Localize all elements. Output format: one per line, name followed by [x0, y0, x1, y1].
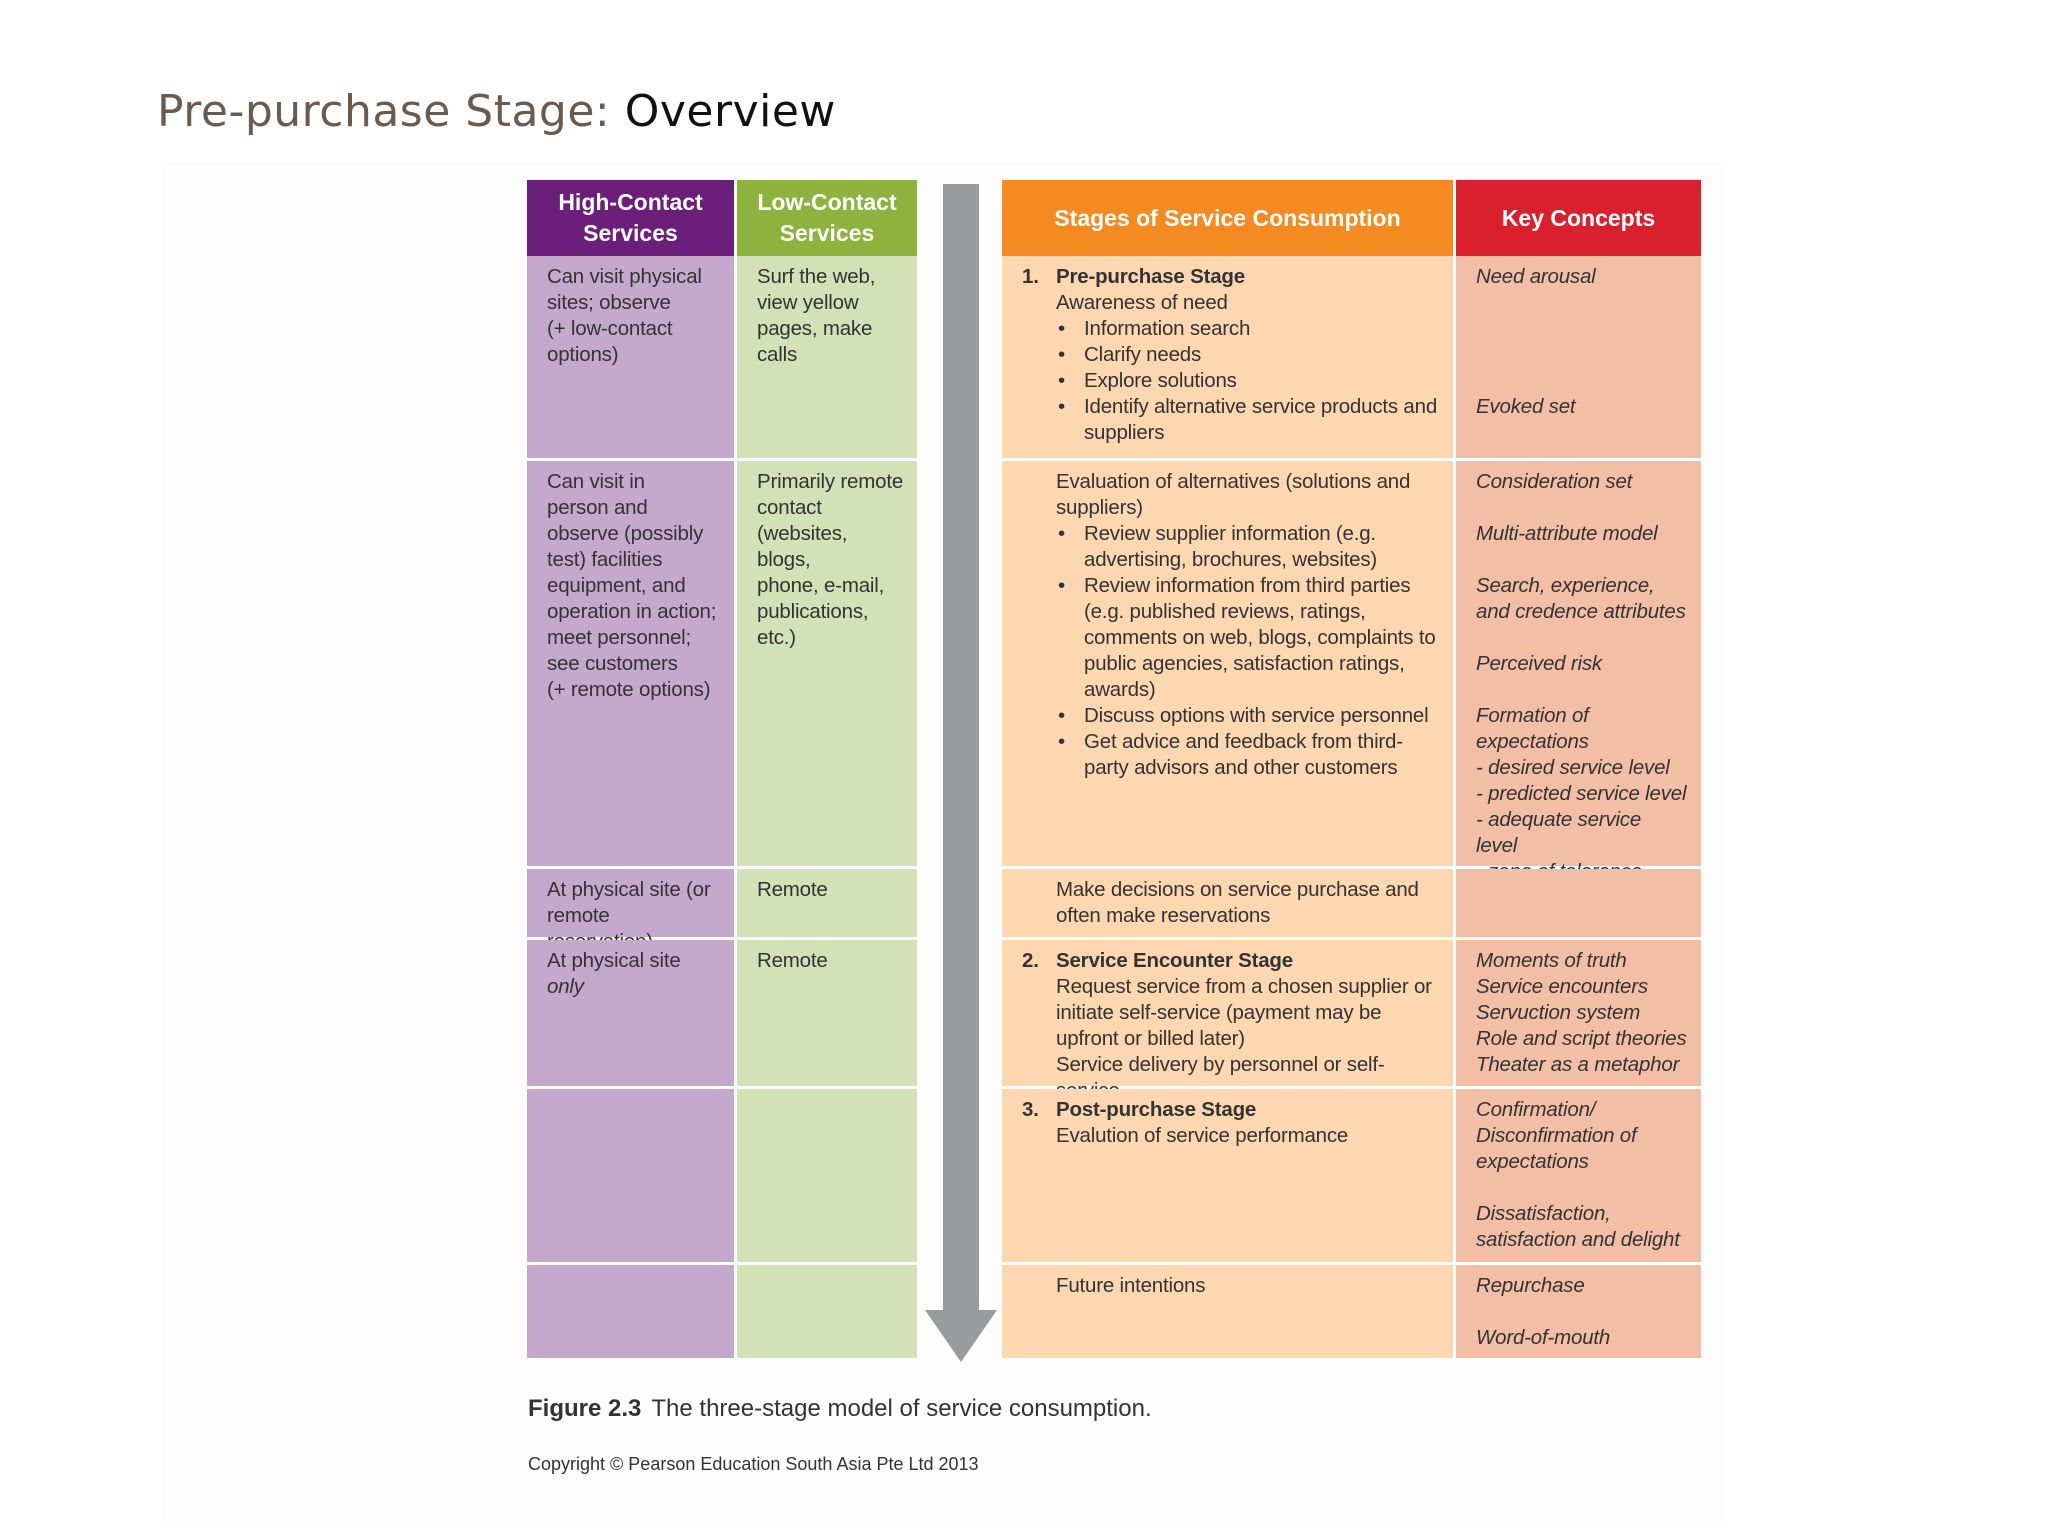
stage-number: 1. — [1022, 265, 1039, 288]
key-concepts-cell — [1456, 1089, 1701, 1262]
key-concepts-cell — [1456, 1265, 1701, 1358]
key-concept-line: satisfaction and delight — [1476, 1228, 1680, 1251]
key-concept-line: Service encounters — [1476, 975, 1648, 998]
stage-bullet-item: • Get advice and feedback from third-party advisors and other customers — [1056, 729, 1439, 781]
header-stages: Stages of Service Consumption — [1002, 180, 1453, 256]
stage-bullet-list — [1056, 316, 1439, 446]
key-concept-line: Word-of-mouth — [1476, 1326, 1611, 1349]
stage-bullet-item: • Information search — [1056, 316, 1439, 342]
high-contact-cell — [527, 461, 734, 866]
key-concept-line: Need arousal — [1476, 265, 1596, 288]
high-contact-cell — [527, 256, 734, 458]
stage-description: Awareness of need — [1056, 291, 1228, 314]
stage-description: Future intentions — [1056, 1274, 1206, 1297]
high-contact-emphasis: only — [547, 975, 584, 998]
copyright-notice: Copyright © Pearson Education South Asia Pte Ltd 2013 — [528, 1454, 979, 1474]
key-concept-line: Multi-attribute model — [1476, 522, 1658, 545]
key-concept-line: Moments of truth — [1476, 949, 1627, 972]
header-key-concepts: Key Concepts — [1456, 180, 1701, 256]
header-high-contact: High-Contact Services — [527, 180, 734, 256]
key-concept-line — [1476, 1175, 1687, 1201]
low-contact-cell — [737, 869, 917, 937]
slide-title-accent: Overview — [624, 86, 836, 137]
key-concept-line: expectations — [1476, 730, 1589, 753]
key-concept-line — [1476, 342, 1687, 368]
stage-bullet-item: • Clarify needs — [1056, 342, 1439, 368]
high-contact-cell — [527, 1089, 734, 1262]
stage-number: 2. — [1022, 949, 1039, 972]
key-concept-line: - predicted service level — [1476, 782, 1687, 805]
high-contact-text: Can visit in person and observe (possibly test) facilities equipment, and operation in action; meet personnel; see customers (+ remote options) — [547, 470, 717, 701]
low-contact-text: Remote — [757, 878, 828, 901]
high-contact-text: At physical site — [547, 949, 681, 972]
high-contact-cell — [527, 869, 734, 937]
key-concept-line: Consideration set — [1476, 470, 1633, 493]
key-concept-line: and credence attributes — [1476, 600, 1686, 623]
figure-label: Figure 2.3 — [528, 1395, 642, 1422]
low-contact-text: Surf the web, view yellow pages, make calls — [757, 265, 876, 366]
low-contact-cell — [737, 1089, 917, 1262]
low-contact-cell — [737, 940, 917, 1086]
time-arrow-shaft — [943, 184, 979, 1324]
key-concept-line — [1476, 368, 1687, 394]
key-concept-line: Search, experience, — [1476, 574, 1655, 597]
key-concept-line — [1476, 677, 1687, 703]
key-concepts-cell — [1456, 869, 1701, 937]
key-concepts-cell — [1456, 461, 1701, 866]
figure-caption — [528, 1395, 1152, 1423]
low-contact-cell — [737, 256, 917, 458]
key-concept-line: Confirmation/ — [1476, 1098, 1596, 1121]
stage-bullet-item: • Review information from third parties (e.g. published reviews, ratings, comments on web, blogs, complaints to public agencies, satisfaction ratings, awards) — [1056, 573, 1439, 703]
stage-title: Pre-purchase Stage — [1056, 265, 1245, 288]
key-concept-line: Repurchase — [1476, 1274, 1585, 1297]
key-concept-line — [1476, 1299, 1687, 1325]
stage-cell — [1002, 1089, 1453, 1262]
stage-description: Make decisions on service purchase and often make reservations — [1056, 878, 1419, 927]
figure-caption-text: The three-stage model of service consumption. — [651, 1395, 1152, 1422]
high-contact-cell — [527, 1265, 734, 1358]
key-concept-line: - desired service level — [1476, 756, 1670, 779]
stage-bullet-item: • Identify alternative service products and suppliers — [1056, 394, 1439, 446]
key-concepts-cell — [1456, 940, 1701, 1086]
key-concept-line: - adequate service level — [1476, 808, 1642, 857]
stage-description: Request service from a chosen supplier or initiate self-service (payment may be upfront or billed later) Service delivery by personnel or self- — [1056, 975, 1432, 1076]
high-contact-cell — [527, 940, 734, 1086]
header-low-contact: Low-Contact Services — [737, 180, 917, 256]
stage-description: Evaluation of alternatives (solutions and suppliers) — [1056, 470, 1411, 519]
slide-title-main: Pre-purchase Stage: — [157, 86, 625, 137]
key-concept-line: expectations — [1476, 1150, 1589, 1173]
key-concept-line — [1476, 290, 1687, 316]
stage-number: 3. — [1022, 1098, 1039, 1121]
key-concept-line — [1476, 495, 1687, 521]
stage-cell — [1002, 869, 1453, 937]
key-concept-line — [1476, 316, 1687, 342]
key-concept-line: Disconfirmation of — [1476, 1124, 1637, 1147]
key-concept-line: Servuction system — [1476, 1001, 1641, 1024]
key-concept-line — [1476, 625, 1687, 651]
key-concept-line: Role and script theories — [1476, 1027, 1687, 1050]
stage-bullet-item: • Explore solutions — [1056, 368, 1439, 394]
stage-title: Post-purchase Stage — [1056, 1098, 1257, 1121]
low-contact-cell — [737, 1265, 917, 1358]
stage-bullet-list — [1056, 521, 1439, 781]
key-concept-line: Formation of — [1476, 704, 1589, 727]
low-contact-cell — [737, 461, 917, 866]
stage-bullet-item: • Discuss options with service personnel — [1056, 703, 1439, 729]
stage-cell — [1002, 256, 1453, 458]
key-concept-line — [1476, 547, 1687, 573]
low-contact-text: Primarily remote contact (websites, blogs, phone, e-mail, publications, etc.) — [757, 470, 904, 649]
stage-title: Service Encounter Stage — [1056, 949, 1293, 972]
stage-cell — [1002, 1265, 1453, 1358]
high-contact-text: At physical site (or remote — [547, 878, 711, 927]
down-arrow-icon — [925, 1310, 997, 1362]
key-concepts-cell — [1456, 256, 1701, 458]
low-contact-text: Remote — [757, 949, 828, 972]
key-concept-line: Theater as a metaphor — [1476, 1053, 1680, 1076]
stage-cell — [1002, 461, 1453, 866]
stage-description: Evalution of service performance — [1056, 1124, 1349, 1147]
stage-cell — [1002, 940, 1453, 1086]
stage-bullet-item: • Review supplier information (e.g. advertising, brochures, websites) — [1056, 521, 1439, 573]
high-contact-text: Can visit physical sites; observe (+ low-contact options) — [547, 265, 702, 366]
key-concept-line: Dissatisfaction, — [1476, 1202, 1611, 1225]
slide-title — [157, 86, 836, 137]
key-concept-line: Perceived risk — [1476, 652, 1602, 675]
key-concept-line: Evoked set — [1476, 395, 1576, 418]
